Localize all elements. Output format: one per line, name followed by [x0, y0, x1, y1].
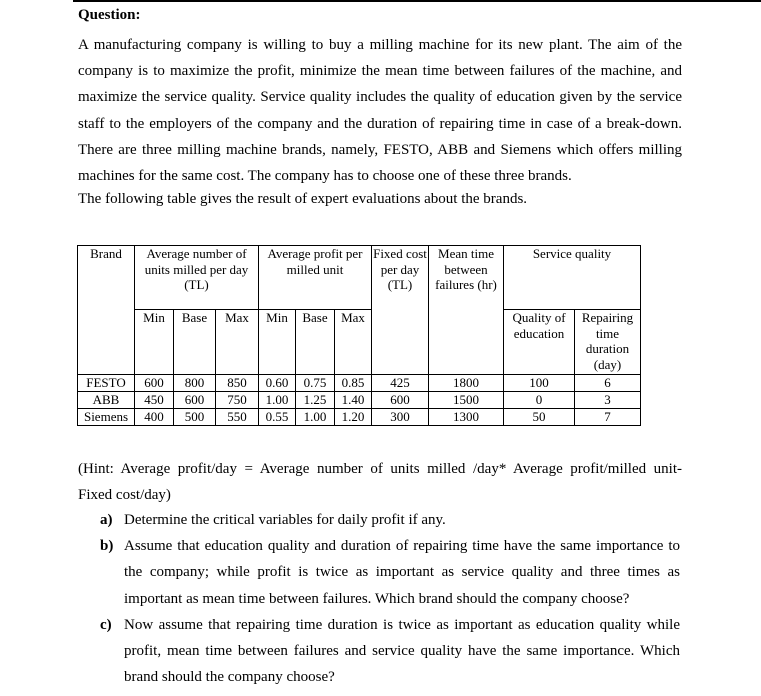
subheader-education-quality: Quality of education	[504, 310, 575, 375]
intro-line: staff to the employers of the company and the duration of repairing time in case of a break-down.	[78, 115, 682, 132]
question-marker: b)	[100, 538, 114, 555]
subheader-empty	[78, 310, 135, 375]
cell-brand: Siemens	[78, 409, 135, 426]
question-line: Determine the critical variables for daily profit if any.	[124, 512, 446, 528]
question-line: Assume that education quality and duration of repairing time have the same importance to	[124, 538, 680, 555]
cell-profit-min: 0.55	[259, 409, 296, 426]
cell-profit-base: 0.75	[296, 375, 335, 392]
cell-mtbf: 1300	[429, 409, 504, 426]
brand-evaluation-table	[77, 245, 641, 426]
question-line: brand should the company choose?	[124, 669, 335, 686]
cell-profit-base: 1.00	[296, 409, 335, 426]
header-service-quality: Service quality	[504, 246, 641, 310]
subheader-units-max: Max	[216, 310, 259, 375]
question-item-b	[100, 533, 680, 612]
intro-line: machines for the same cost. The company has to choose one of these three brands.	[78, 168, 572, 185]
table-row-siemens	[78, 409, 641, 426]
cell-repair: 7	[575, 409, 641, 426]
question-line: Now assume that repairing time duration is twice as important as education quality while	[124, 616, 680, 633]
cell-units-min: 450	[135, 392, 174, 409]
cell-fixed-cost: 425	[372, 375, 429, 392]
table-subheader-row	[78, 310, 641, 375]
header-profit-per-unit: Average profit per milled unit	[259, 246, 372, 310]
subheader-profit-min: Min	[259, 310, 296, 375]
hint-line: (Hint: Average profit/day = Average number of units milled /day* Average profit/milled unit-	[78, 461, 682, 477]
question-line: important as mean time between failures. Which brand should the company choose?	[124, 590, 630, 607]
subheader-profit-base: Base	[296, 310, 335, 375]
cell-repair: 3	[575, 392, 641, 409]
cell-fixed-cost: 300	[372, 409, 429, 426]
intro-line: There are three milling machine brands, namely, FESTO, ABB and Siemens which offers milling	[78, 141, 682, 158]
cell-profit-max: 1.40	[335, 392, 372, 409]
question-marker: c)	[100, 616, 112, 633]
cell-units-max: 850	[216, 375, 259, 392]
header-units-milled: Average number of units milled per day (TL)	[135, 246, 259, 310]
question-line: the company; while profit is twice as important as service quality and three times as	[124, 564, 680, 581]
cell-fixed-cost: 600	[372, 392, 429, 409]
cell-profit-min: 0.60	[259, 375, 296, 392]
cell-profit-max: 0.85	[335, 375, 372, 392]
cell-brand: FESTO	[78, 375, 135, 392]
intro-paragraph	[78, 32, 682, 189]
cell-profit-min: 1.00	[259, 392, 296, 409]
header-brand: Brand	[78, 246, 135, 310]
cell-profit-base: 1.25	[296, 392, 335, 409]
question-heading: Question:	[78, 7, 141, 23]
cell-mtbf: 1800	[429, 375, 504, 392]
question-item-c	[100, 612, 680, 691]
question-list	[100, 507, 680, 690]
cell-brand: ABB	[78, 392, 135, 409]
hint-text	[78, 456, 682, 508]
cell-repair: 6	[575, 375, 641, 392]
subheader-repair-duration: Repairing time duration (day)	[575, 310, 641, 375]
hint-line: Fixed cost/day)	[78, 487, 171, 503]
header-mtbf: Mean time between failures (hr)	[429, 246, 504, 375]
table-lead-text: The following table gives the result of expert evaluations about the brands.	[78, 191, 528, 207]
cell-education: 0	[504, 392, 575, 409]
table-header-row	[78, 246, 641, 310]
cell-education: 50	[504, 409, 575, 426]
table-row-abb	[78, 392, 641, 409]
subheader-units-min: Min	[135, 310, 174, 375]
header-fixed-cost: Fixed cost per day (TL)	[372, 246, 429, 375]
cell-units-min: 400	[135, 409, 174, 426]
intro-line: A manufacturing company is willing to buy a milling machine for its new plant. The aim of the	[78, 37, 682, 53]
cell-units-base: 500	[174, 409, 216, 426]
table-row-festo	[78, 375, 641, 392]
question-marker: a)	[100, 512, 113, 528]
cell-units-max: 550	[216, 409, 259, 426]
cell-mtbf: 1500	[429, 392, 504, 409]
question-line: profit, mean time between failures and service quality have the same importance. Which	[124, 643, 680, 660]
question-item-a	[100, 507, 680, 533]
intro-line: maximize the service quality. Service quality includes the quality of education given by the service	[78, 89, 682, 106]
cell-education: 100	[504, 375, 575, 392]
intro-line: company is to maximize the profit, minimize the mean time between failures of the machine, and	[78, 63, 682, 80]
cell-units-min: 600	[135, 375, 174, 392]
subheader-units-base: Base	[174, 310, 216, 375]
cell-units-base: 600	[174, 392, 216, 409]
cell-units-base: 800	[174, 375, 216, 392]
cell-units-max: 750	[216, 392, 259, 409]
cell-profit-max: 1.20	[335, 409, 372, 426]
subheader-profit-max: Max	[335, 310, 372, 375]
top-rule	[73, 0, 761, 2]
